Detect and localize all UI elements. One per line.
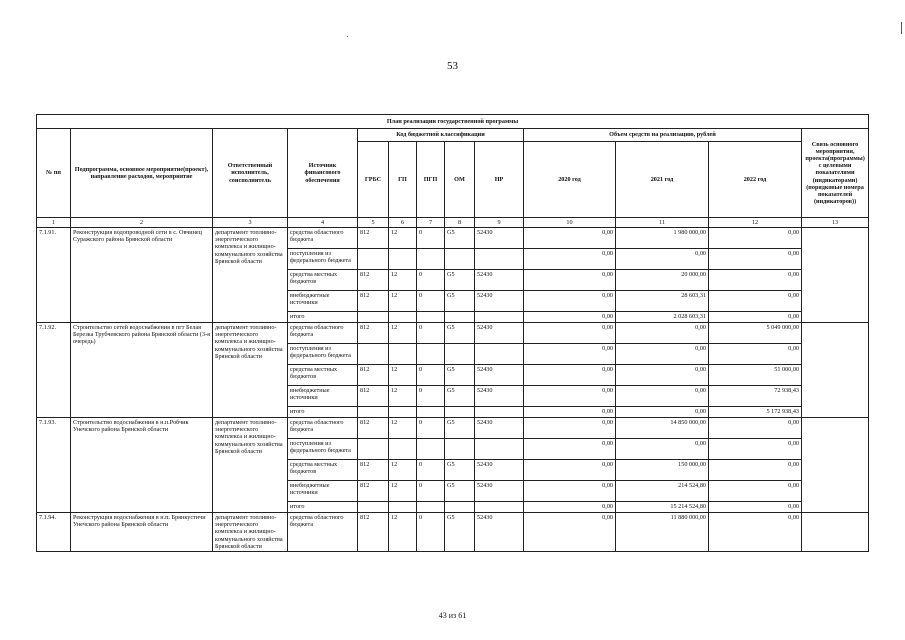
column-number: 6 bbox=[389, 218, 417, 228]
code-pgp: 0 bbox=[417, 513, 445, 552]
code-grbs: 812 bbox=[358, 228, 389, 249]
header-funds-group: Объем средств на реализацию, рублей bbox=[524, 129, 802, 142]
code-grbs: 812 bbox=[358, 460, 389, 481]
source-regional: средства областного бюджета bbox=[288, 418, 358, 439]
code-grbs: 812 bbox=[358, 481, 389, 502]
indicator-link bbox=[802, 228, 869, 323]
code-gp: 12 bbox=[389, 291, 417, 312]
code-pgp: 0 bbox=[417, 418, 445, 439]
total-2020: 0,00 bbox=[524, 312, 616, 323]
amount-2020: 0,00 bbox=[524, 228, 616, 249]
source-offbudget: внебюджетные источники bbox=[288, 481, 358, 502]
row-number: 7.1.91. bbox=[37, 228, 71, 323]
executor: департамент топливно-энергетического комплекса и жилищно-коммунального хозяйства Брянской области bbox=[213, 513, 288, 552]
header-grbs: ГРБС bbox=[358, 142, 389, 218]
code-gp: 12 bbox=[389, 270, 417, 291]
code-gp: 12 bbox=[389, 365, 417, 386]
total-2021: 0,00 bbox=[616, 407, 709, 418]
code-nr: 52430 bbox=[475, 323, 524, 344]
code-grbs: 812 bbox=[358, 291, 389, 312]
code-pgp: 0 bbox=[417, 481, 445, 502]
header-gp: ГП bbox=[389, 142, 417, 218]
code-pgp: 0 bbox=[417, 460, 445, 481]
column-number: 4 bbox=[288, 218, 358, 228]
amount-2020: 0,00 bbox=[524, 481, 616, 502]
column-numbers-row bbox=[37, 218, 869, 228]
total-2020: 0,00 bbox=[524, 407, 616, 418]
source-local: средства местных бюджетов bbox=[288, 365, 358, 386]
table-row bbox=[37, 513, 869, 552]
header-pgp: ПГП bbox=[417, 142, 445, 218]
code-gp: 12 bbox=[389, 228, 417, 249]
amount-2022: 0,00 bbox=[709, 418, 802, 439]
header-2022: 2022 год bbox=[709, 142, 802, 218]
amount-2022: 0,00 bbox=[709, 460, 802, 481]
amount-2021: 0,00 bbox=[616, 439, 709, 460]
amount-2020: 0,00 bbox=[524, 386, 616, 407]
column-number: 11 bbox=[616, 218, 709, 228]
header-no: № пп bbox=[37, 129, 71, 218]
code-om: G5 bbox=[445, 323, 475, 344]
amount-2022: 51 000,00 bbox=[709, 365, 802, 386]
amount-2021: 0,00 bbox=[616, 249, 709, 270]
amount-2020: 0,00 bbox=[524, 513, 616, 552]
column-number: 9 bbox=[475, 218, 524, 228]
amount-2022: 5 049 000,00 bbox=[709, 323, 802, 344]
source-offbudget: внебюджетные источники bbox=[288, 386, 358, 407]
amount-2020: 0,00 bbox=[524, 249, 616, 270]
source-federal: поступления из федерального бюджета bbox=[288, 439, 358, 460]
page-footer: 43 из 61 bbox=[438, 611, 467, 620]
code-gp: 12 bbox=[389, 460, 417, 481]
amount-2021: 0,00 bbox=[616, 386, 709, 407]
code-grbs: 812 bbox=[358, 270, 389, 291]
code-om: G5 bbox=[445, 418, 475, 439]
code-om: G5 bbox=[445, 228, 475, 249]
amount-2020: 0,00 bbox=[524, 291, 616, 312]
table-row bbox=[37, 228, 869, 249]
code-om: G5 bbox=[445, 365, 475, 386]
code-nr: 52430 bbox=[475, 291, 524, 312]
project-name: Строительство водоснабжения в н.п.Робчик Унечского района Брянской области bbox=[71, 418, 213, 513]
amount-2020: 0,00 bbox=[524, 344, 616, 365]
project-name: Строительство сетей водоснабжения в пгт Белая Березка Трубчевского района Брянской области (3-я очередь) bbox=[71, 323, 213, 418]
scan-edge-mark bbox=[901, 22, 902, 34]
source-total: итого bbox=[288, 407, 358, 418]
header-executor: Ответственный исполнитель, соисполнитель bbox=[213, 129, 288, 218]
project-name: Реконструкция водоснабжения в н.п. Брянкустичи Унечского района Брянской области bbox=[71, 513, 213, 552]
amount-2022: 0,00 bbox=[709, 513, 802, 552]
code-om: G5 bbox=[445, 460, 475, 481]
column-number: 3 bbox=[213, 218, 288, 228]
column-number: 2 bbox=[71, 218, 213, 228]
source-regional: средства областного бюджета bbox=[288, 513, 358, 552]
table-row bbox=[37, 418, 869, 439]
code-pgp: 0 bbox=[417, 291, 445, 312]
table-title: План реализации государственной программы bbox=[37, 115, 869, 129]
row-number: 7.1.94. bbox=[37, 513, 71, 552]
indicator-link bbox=[802, 513, 869, 552]
code-grbs: 812 bbox=[358, 513, 389, 552]
indicator-link bbox=[802, 323, 869, 418]
amount-2022: 0,00 bbox=[709, 344, 802, 365]
code-nr: 52430 bbox=[475, 481, 524, 502]
amount-2021: 1 980 000,00 bbox=[616, 228, 709, 249]
amount-2020: 0,00 bbox=[524, 439, 616, 460]
code-gp: 12 bbox=[389, 481, 417, 502]
program-plan-table bbox=[36, 114, 869, 552]
total-2022: 5 172 938,43 bbox=[709, 407, 802, 418]
code-nr: 52430 bbox=[475, 228, 524, 249]
column-number: 13 bbox=[802, 218, 869, 228]
code-pgp: 0 bbox=[417, 365, 445, 386]
source-regional: средства областного бюджета bbox=[288, 323, 358, 344]
executor: департамент топливно-энергетического комплекса и жилищно-коммунального хозяйства Брянской области bbox=[213, 418, 288, 513]
amount-2022: 0,00 bbox=[709, 481, 802, 502]
source-offbudget: внебюджетные источники bbox=[288, 291, 358, 312]
header-link: Связь основного мероприятия, проекта(программы) с целевыми показателями (индикаторами) (порядковые номера показателей (индикаторов)) bbox=[802, 129, 869, 218]
code-om: G5 bbox=[445, 270, 475, 291]
column-number: 12 bbox=[709, 218, 802, 228]
code-grbs: 812 bbox=[358, 365, 389, 386]
code-gp: 12 bbox=[389, 513, 417, 552]
code-gp: 12 bbox=[389, 323, 417, 344]
total-2021: 2 028 603,31 bbox=[616, 312, 709, 323]
column-number: 8 bbox=[445, 218, 475, 228]
source-total: итого bbox=[288, 502, 358, 513]
amount-2021: 14 850 000,00 bbox=[616, 418, 709, 439]
amount-2020: 0,00 bbox=[524, 323, 616, 344]
row-number: 7.1.92. bbox=[37, 323, 71, 418]
header-kbk-group: Код бюджетной классификации bbox=[358, 129, 524, 142]
indicator-link bbox=[802, 418, 869, 513]
table-row bbox=[37, 323, 869, 344]
amount-2021: 0,00 bbox=[616, 323, 709, 344]
code-nr: 52430 bbox=[475, 365, 524, 386]
total-2022: 0,00 bbox=[709, 312, 802, 323]
header-source: Источник финансового обеспечения bbox=[288, 129, 358, 218]
column-number: 10 bbox=[524, 218, 616, 228]
amount-2021: 20 000,00 bbox=[616, 270, 709, 291]
page-number: 53 bbox=[447, 60, 458, 72]
header-om: ОМ bbox=[445, 142, 475, 218]
header-program: Подпрограмма, основное мероприятие(проект), направление расходов, мероприятие bbox=[71, 129, 213, 218]
source-federal: поступления из федерального бюджета bbox=[288, 344, 358, 365]
amount-2021: 150 000,00 bbox=[616, 460, 709, 481]
executor: департамент топливно-энергетического комплекса и жилищно-коммунального хозяйства Брянской области bbox=[213, 323, 288, 418]
source-local: средства местных бюджетов bbox=[288, 270, 358, 291]
code-nr: 52430 bbox=[475, 418, 524, 439]
scan-dot bbox=[347, 36, 348, 37]
total-2021: 15 214 524,80 bbox=[616, 502, 709, 513]
code-grbs: 812 bbox=[358, 418, 389, 439]
code-grbs: 812 bbox=[358, 386, 389, 407]
code-nr: 52430 bbox=[475, 270, 524, 291]
amount-2020: 0,00 bbox=[524, 418, 616, 439]
code-om: G5 bbox=[445, 291, 475, 312]
source-total: итого bbox=[288, 312, 358, 323]
code-pgp: 0 bbox=[417, 270, 445, 291]
amount-2022: 0,00 bbox=[709, 249, 802, 270]
amount-2020: 0,00 bbox=[524, 270, 616, 291]
column-number: 1 bbox=[37, 218, 71, 228]
code-nr: 52430 bbox=[475, 386, 524, 407]
amount-2021: 0,00 bbox=[616, 365, 709, 386]
code-om: G5 bbox=[445, 481, 475, 502]
header-2021: 2021 год bbox=[616, 142, 709, 218]
column-number: 5 bbox=[358, 218, 389, 228]
row-number: 7.1.93. bbox=[37, 418, 71, 513]
code-pgp: 0 bbox=[417, 323, 445, 344]
code-grbs: 812 bbox=[358, 323, 389, 344]
source-federal: поступления из федерального бюджета bbox=[288, 249, 358, 270]
code-gp: 12 bbox=[389, 386, 417, 407]
code-nr: 52430 bbox=[475, 513, 524, 552]
source-regional: средства областного бюджета bbox=[288, 228, 358, 249]
total-2020: 0,00 bbox=[524, 502, 616, 513]
amount-2021: 0,00 bbox=[616, 344, 709, 365]
amount-2021: 11 880 000,00 bbox=[616, 513, 709, 552]
code-pgp: 0 bbox=[417, 228, 445, 249]
total-2022: 0,00 bbox=[709, 502, 802, 513]
amount-2022: 0,00 bbox=[709, 270, 802, 291]
executor: департамент топливно-энергетического комплекса и жилищно-коммунального хозяйства Брянской области bbox=[213, 228, 288, 323]
amount-2022: 0,00 bbox=[709, 228, 802, 249]
code-om: G5 bbox=[445, 386, 475, 407]
code-om: G5 bbox=[445, 513, 475, 552]
amount-2021: 214 524,80 bbox=[616, 481, 709, 502]
amount-2022: 0,00 bbox=[709, 291, 802, 312]
project-name: Реконструкция водопроводной сети в с. Овчинец Суражского района Брянской области bbox=[71, 228, 213, 323]
amount-2020: 0,00 bbox=[524, 460, 616, 481]
code-gp: 12 bbox=[389, 418, 417, 439]
amount-2021: 28 603,31 bbox=[616, 291, 709, 312]
amount-2020: 0,00 bbox=[524, 365, 616, 386]
source-local: средства местных бюджетов bbox=[288, 460, 358, 481]
code-nr: 52430 bbox=[475, 460, 524, 481]
amount-2022: 0,00 bbox=[709, 439, 802, 460]
code-pgp: 0 bbox=[417, 386, 445, 407]
column-number: 7 bbox=[417, 218, 445, 228]
header-2020: 2020 год bbox=[524, 142, 616, 218]
amount-2022: 72 938,43 bbox=[709, 386, 802, 407]
header-nr: НР bbox=[475, 142, 524, 218]
